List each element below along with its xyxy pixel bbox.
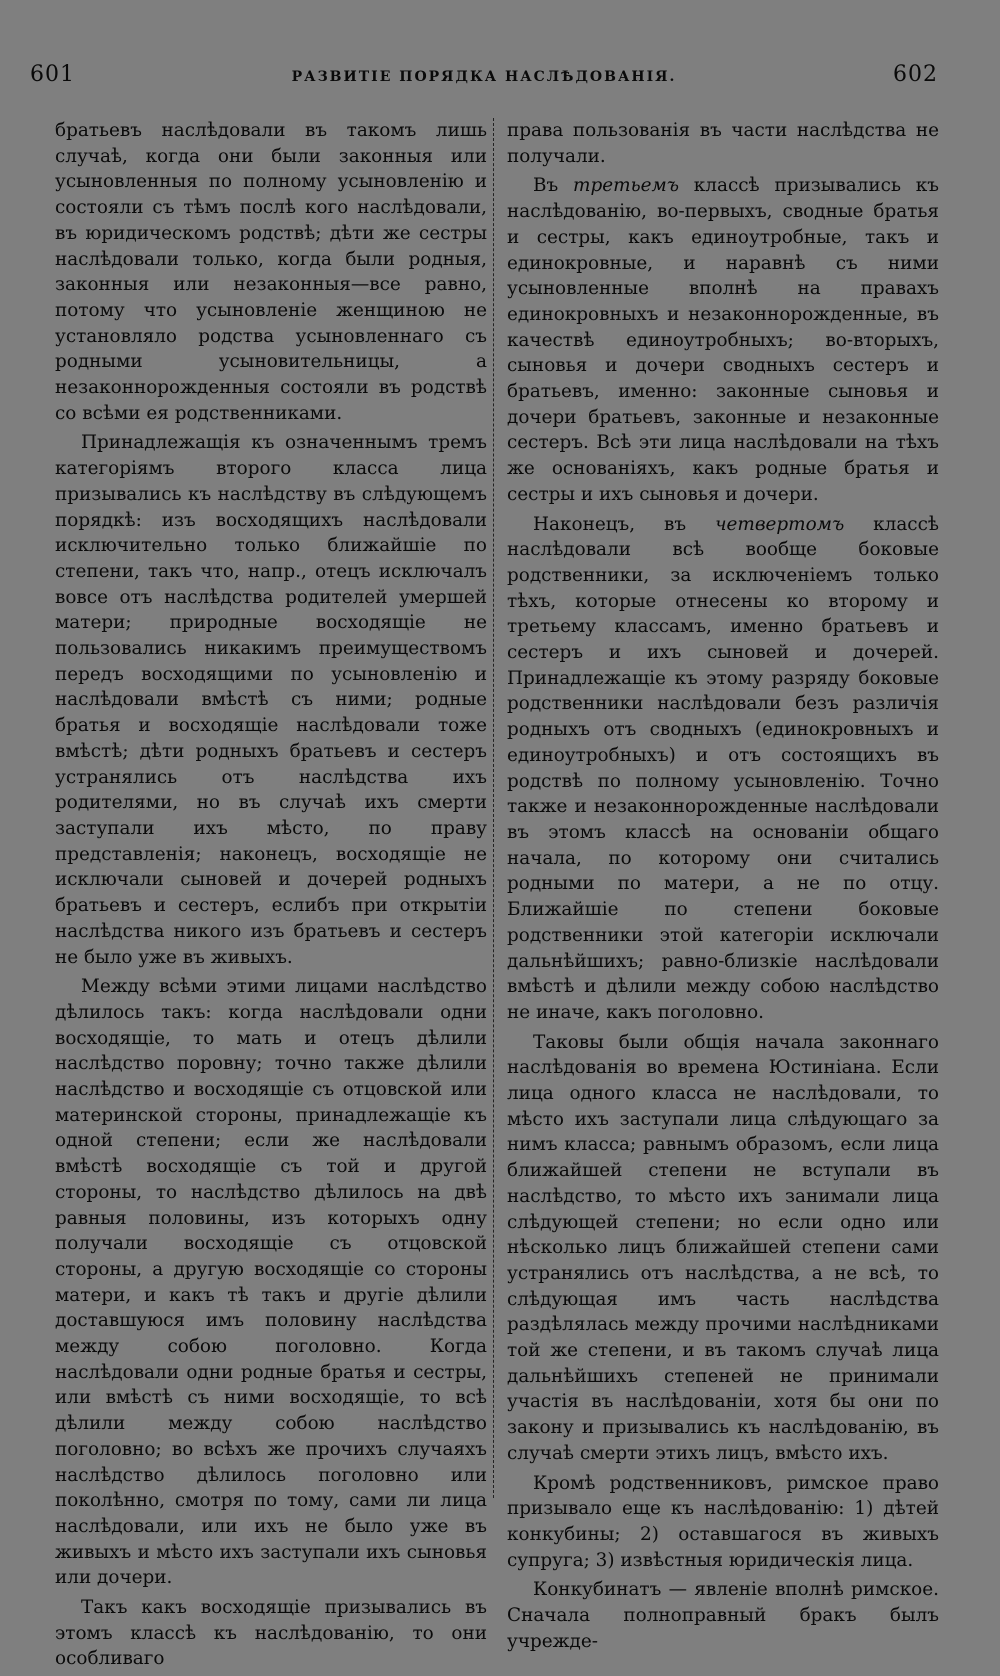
paragraph: права пользованія въ части наслѣдства не получали. <box>507 120 939 167</box>
paragraph: братьевъ наслѣдовали въ такомъ лишь случаѣ, когда они были законныя или усыновленныя по полному усыновленію и состояли съ тѣмъ послѣ кого наслѣдовали, въ юридическомъ родствѣ; дѣти же сестры наслѣдовали только, когда были родныя, законныя или незаконныя—все равно, потому что усыновленіе женщиною не установляло родства усыновленнаго съ родными усыновительницы, а незаконнорожденныя состояли въ родствѣ со всѣми ея родственниками. <box>55 120 487 424</box>
paragraph: Кромѣ родственниковъ, римское право призывало еще къ наслѣдованію: 1) дѣтей конкубины; 2) оставшагося въ живыхъ супруга; 3) извѣстныя юридическія лица. <box>507 1472 939 1571</box>
paragraph: Между всѣми этими лицами наслѣдство дѣлилось такъ: когда наслѣдовали одни восходящіе, то мать и отецъ дѣлили наслѣдство поровну; точно также дѣлили наслѣдство и восходящіе съ отцовской или материнской стороны, принадлежащіе къ одной степени; если же наслѣдовали вмѣстѣ восходящіе съ той и другой стороны, то наслѣдство дѣлилось на двѣ равныя половины, изъ которыхъ одну получали восходящіе съ отцовской стороны, а другую восходящіе со стороны матери, и какъ тѣ такъ и другіе дѣлили доставшуюся имъ половину наслѣдства между собою поголовно. Когда наслѣдовали одни родные братья и сестры, или вмѣстѣ съ ними восходящіе, то всѣ дѣлили между собою наслѣдство поголовно; во всѣхъ же прочихъ случаяхъ наслѣдство дѣлилось поголовно или поколѣнно, смотря по тому, сами ли лица наслѣдовали, или ихъ не было уже въ живыхъ и мѣсто ихъ заступали ихъ сыновья или дочери. <box>55 976 487 1589</box>
paragraph: Таковы были общія начала законнаго наслѣдованія во времена Юстиніана. Если лица одного класса не наслѣдовали, то мѣсто ихъ заступали лица слѣдующаго за нимъ класса; равнымъ образомъ, если лица ближайшей степени не вступали въ наслѣдство, то мѣсто ихъ занимали лица слѣдующей степени; но если одно или нѣсколько лицъ ближайшей степени сами устранялись отъ наслѣдства, а не всѣ, то слѣдующая имъ часть наслѣдства раздѣлялась между прочими наслѣдниками той же степени, и въ такомъ случаѣ лица дальнѣйшихъ степеней не принимали участія въ наслѣдованіи, хотя бы они по закону и призывались къ наслѣдованію, въ случаѣ смерти этихъ лицъ, вмѣсто ихъ. <box>507 1031 939 1464</box>
right-column <box>507 118 939 1658</box>
left-column <box>55 118 487 1676</box>
paragraph: Такъ какъ восходящіе призывались въ этомъ классѣ къ наслѣдованію, то они особливаго <box>55 1597 487 1670</box>
right-page-number: 602 <box>892 62 938 87</box>
emphasis-third: третьемъ <box>573 175 679 197</box>
paragraph <box>507 173 939 507</box>
running-header <box>30 62 938 92</box>
paragraph <box>507 512 939 1026</box>
paragraph: Конкубинатъ — явленіе вполнѣ римское. Сначала полноправный бракъ былъ учрежде- <box>507 1579 939 1652</box>
column-divider <box>493 118 494 1498</box>
paragraph-lead: Въ <box>533 175 574 197</box>
paragraph-body: классѣ призывались къ наслѣдованію, во-первыхъ, сводные братья и сестры, какъ единоутробные, такъ и единокровные, и наравнѣ съ ними усыновленные вполнѣ на правахъ единокровныхъ и незаконнорожденные, въ качествѣ единоутробныхъ; во-вторыхъ, сыновья и дочери сводныхъ сестеръ и братьевъ, именно: законные сыновья и дочери братьевъ, законные и незаконные сестеръ. Всѣ эти лица наслѣдовали на тѣхъ же основаніяхъ, какъ родные братья и сестры и ихъ сыновья и дочери. <box>507 175 940 505</box>
paragraph: Принадлежащія къ означеннымъ тремъ категоріямъ второго класса лица призывались къ наслѣдству въ слѣдующемъ порядкѣ: изъ восходящихъ наслѣдовали исключительно только ближайшіе по степени, такъ что, напр., отецъ исключалъ вовсе отъ наслѣдства родителей умершей матери; природные восходящіе не пользовались никакимъ преимуществомъ передъ восходящими по усыновленію и наслѣдовали вмѣстѣ съ ними; родные братья и восходящіе наслѣдовали тоже вмѣстѣ; дѣти родныхъ братьевъ и сестеръ устранялись отъ наслѣдства ихъ родителями, но въ случаѣ ихъ смерти заступали ихъ мѣсто, по праву представленія; наконецъ, восходящіе не исключали сыновей и дочерей родныхъ братьевъ и сестеръ, еслибъ при открытіи наслѣдства никого изъ братьевъ и сестеръ не было уже въ живыхъ. <box>55 432 487 968</box>
paragraph-body: классѣ наслѣдовали всѣ вообще боковые родственники, за исключеніемъ только тѣхъ, которые отнесены ко второму и третьему классамъ, именно братьевъ и сестеръ и ихъ сыновей и дочерей. Принадлежащіе къ этому разряду боковые родственники наслѣдовали безъ различія родныхъ отъ сводныхъ (единокровныхъ и единоутробныхъ) и отъ состоящихъ въ родствѣ по полному усыновленію. Точно также и незаконнорожденные наслѣдовали въ этомъ классѣ на основаніи общаго начала, по которому они считались родными по матери, а не по отцу. Ближайшіе по степени боковые родственники этой категоріи исключали дальнѣйшихъ; равно-близкіе наслѣдовали вмѣстѣ и дѣлили между собою наслѣдство не иначе, какъ поголовно. <box>507 513 939 1023</box>
running-title: РАЗВИТІЕ ПОРЯДКА НАСЛѢДОВАНІЯ. <box>291 69 677 85</box>
left-page-number: 601 <box>30 62 75 87</box>
paragraph-lead: Наконецъ, въ <box>533 513 716 535</box>
emphasis-fourth: четвертомъ <box>715 513 845 535</box>
